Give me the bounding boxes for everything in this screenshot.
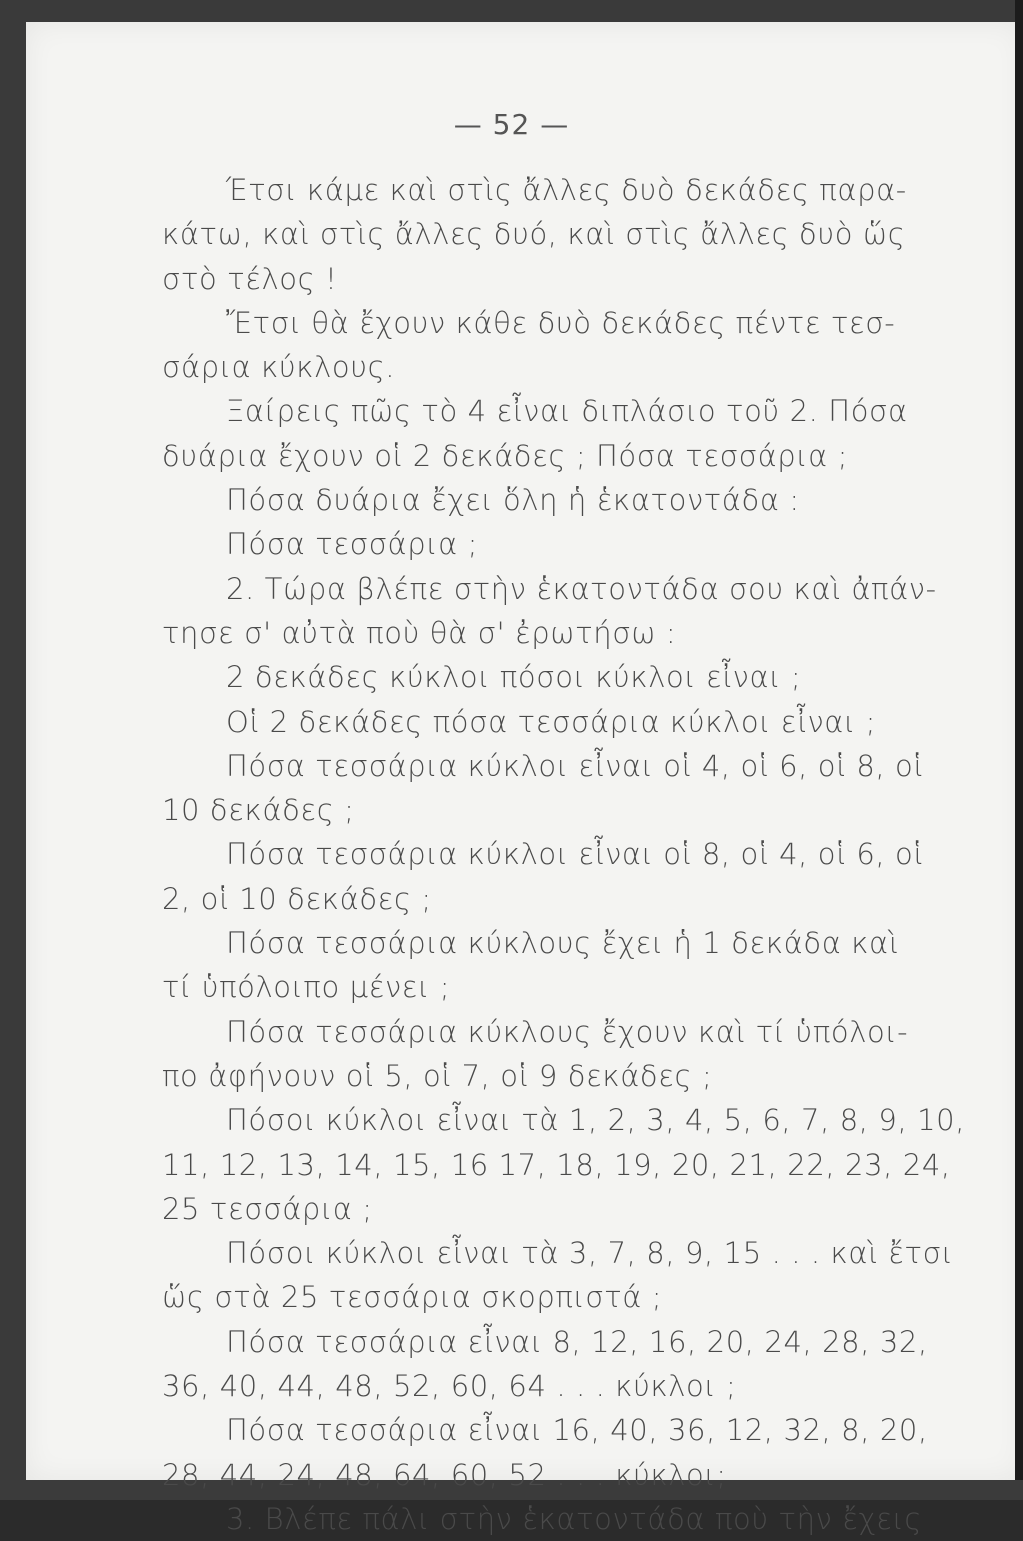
text-line: Πόσα τεσσάρια εἶναι 16, 40, 36, 12, 32, 8, 20,: [226, 1413, 928, 1448]
text-line: 11, 12, 13, 14, 15, 16 17, 18, 19, 20, 21, 22, 23, 24,: [162, 1147, 951, 1182]
text-line: τησε σ' αὐτὰ ποὺ θὰ σ' ἐρωτήσω :: [162, 615, 677, 650]
text-line: Πόσοι κύκλοι εἶναι τὰ 3, 7, 8, 9, 15 . . . καὶ ἔτσι: [226, 1236, 954, 1271]
text-line: 25 τεσσάρια ;: [162, 1191, 373, 1226]
text-line: Πόσα τεσσάρια εἶναι 8, 12, 16, 20, 24, 28, 32,: [226, 1324, 928, 1359]
text-line: Πόσα τεσσάρια κύκλους ἔχουν καὶ τί ὑπόλοι-: [226, 1014, 909, 1049]
text-line: 2, οἱ 10 δεκάδες ;: [162, 881, 432, 916]
text-line: 2. Τώρα βλέπε στὴν ἑκατοντάδα σου καὶ ἀπάν-: [226, 571, 937, 606]
text-line: Πόσα τεσσάρια κύκλοι εἶναι οἱ 8, οἱ 4, οἱ 6, οἱ: [226, 837, 924, 872]
text-line: Πόσα τεσσάρια ;: [226, 527, 479, 562]
text-line: Πόσα τεσσάρια κύκλοι εἶναι οἱ 4, οἱ 6, οἱ 8, οἱ: [226, 748, 924, 783]
text-line: Ξαίρεις πῶς τὸ 4 εἶναι διπλάσιο τοῦ 2. Πόσα: [226, 394, 908, 429]
body-text: [162, 168, 1002, 1541]
text-line: 2 δεκάδες κύκλοι πόσοι κύκλοι εἶναι ;: [226, 660, 802, 695]
scan-dark-edge: [1015, 0, 1023, 1500]
text-line: 10 δεκάδες ;: [162, 793, 355, 828]
text-line: Πόσα τεσσάρια κύκλους ἔχει ἡ 1 δεκάδα καὶ: [226, 926, 900, 961]
text-line: Έτσι κάμε καὶ στὶς ἄλλες δυὸ δεκάδες παρα-: [226, 173, 907, 207]
text-line: ὥς στὰ 25 τεσσάρια σκορπιστά ;: [162, 1280, 663, 1315]
text-line: πο ἀφήνουν οἱ 5, οἱ 7, οἱ 9 δεκάδες ;: [162, 1058, 713, 1093]
text-line: 3. Βλέπε πάλι στὴν ἑκατοντάδα ποὺ τὴν ἔχεις: [226, 1501, 922, 1536]
text-line: σάρια κύκλους.: [162, 350, 396, 385]
text-line: τί ὑπόλοιπο μένει ;: [162, 970, 451, 1005]
text-line: Πόσα δυάρια ἔχει ὅλη ἡ ἑκατοντάδα :: [226, 483, 800, 518]
text-line: δυάρια ἔχουν οἱ 2 δεκάδες ; Πόσα τεσσάρια ;: [162, 438, 849, 473]
text-line: Πόσοι κύκλοι εἶναι τὰ 1, 2, 3, 4, 5, 6, 7, 8, 9, 10,: [226, 1103, 966, 1138]
text-line: Ἔτσι θὰ ἔχουν κάθε δυὸ δεκάδες πέντε τεσ-: [226, 305, 896, 340]
text-line: κάτω, καὶ στὶς ἄλλες δυό, καὶ στὶς ἄλλες δυὸ ὥς: [162, 217, 906, 252]
page-number: — 52 —: [453, 108, 570, 141]
text-line: 28, 44, 24, 48, 64, 60, 52 . . . κύκλοι;: [162, 1457, 727, 1492]
text-line: στὸ τέλος !: [162, 261, 338, 296]
text-line: Οἱ 2 δεκάδες πόσα τεσσάρια κύκλοι εἶναι ;: [226, 704, 877, 739]
text-line: 36, 40, 44, 48, 52, 60, 64 . . . κύκλοι ;: [162, 1369, 737, 1404]
